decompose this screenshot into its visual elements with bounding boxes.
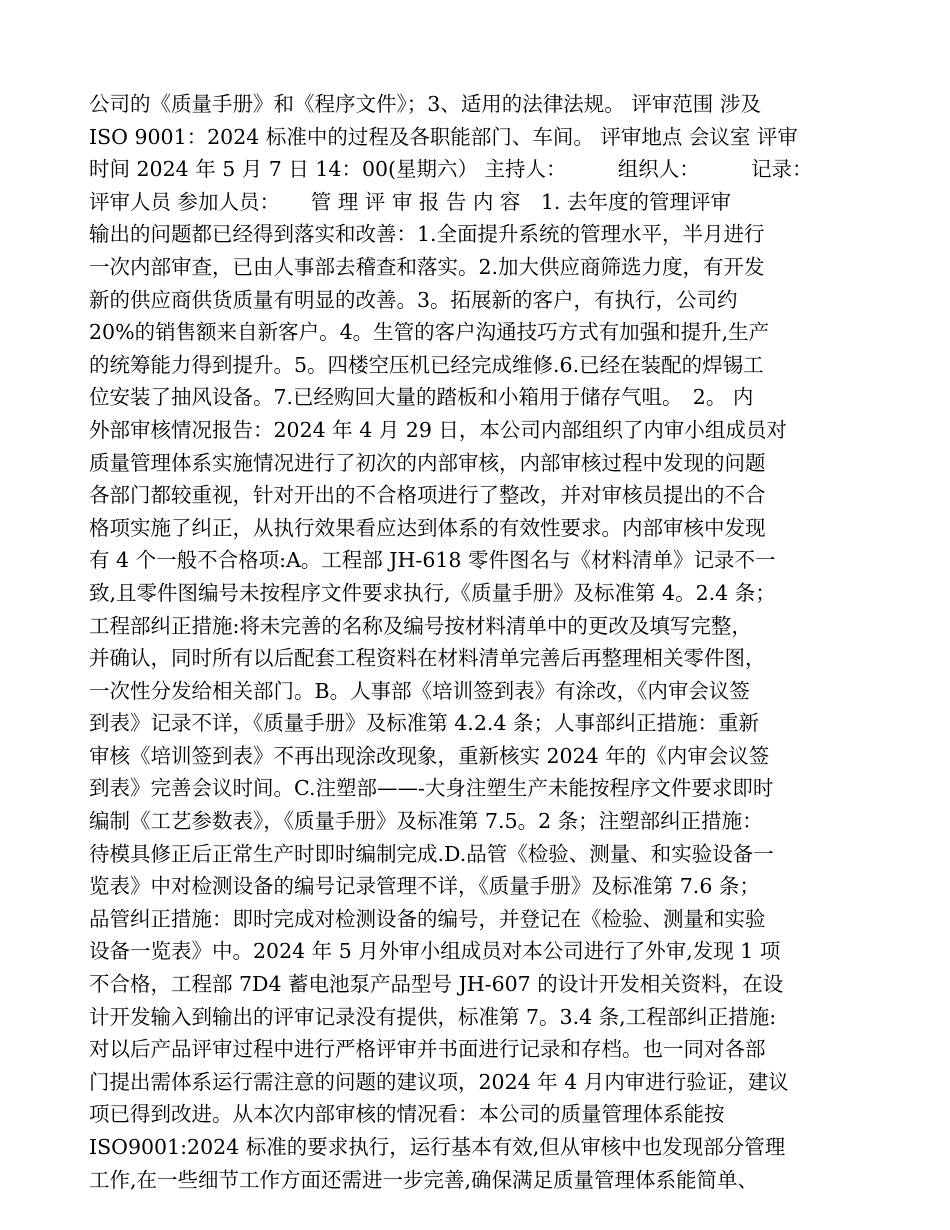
text-line: 览表》中对检测设备的编号记录管理不详，《质量手册》及标准第 7.6 条； xyxy=(89,874,760,899)
text-line: 一次内部审查，已由人事部去稽查和落实。2.加大供应商筛选力度，有开发 xyxy=(89,254,765,279)
text-line: 有 4 个一般不合格项:A。工程部 JH-618 零件图名与《材料清单》记录不一 xyxy=(89,548,776,573)
text-line: 致,且零件图编号未按程序文件要求执行,《质量手册》及标准第 4。2.4 条； xyxy=(89,580,776,605)
text-line: 设备一览表》中。2024 年 5 月外审小组成员对本公司进行了外审,发现 1 项 xyxy=(89,939,781,964)
text-line: 项已得到改进。从本次内部审核的情况看：本公司的质量管理体系能按 xyxy=(89,1102,725,1127)
text-line: 工程部纠正措施:将未完善的名称及编号按材料清单中的更改及填写完整， xyxy=(89,613,752,638)
text-line: 公司的《质量手册》和《程序文件》；3、适用的法律法规。 评审范围 涉及 xyxy=(89,92,761,116)
text-line: 工作,在一些细节工作方面还需进一步完善,确保满足质量管理体系能简单、 xyxy=(89,1167,759,1192)
text-line: 输出的问题都已经得到落实和改善：1.全面提升系统的管理水平，半月进行 xyxy=(89,222,765,247)
text-line: 计开发输入到输出的评审记录没有提供，标准第 7。3.4 条,工程部纠正措施: xyxy=(89,1004,777,1029)
text-line: 并确认，同时所有以后配套工程资料在材料清单完善后再整理相关零件图， xyxy=(89,646,766,671)
text-line: 时间 2024 年 5 月 7 日 14：00(星期六） 主持人： 组织人： 记录： xyxy=(89,157,813,182)
text-line: 各部门都较重视，针对开出的不合格项进行了整改，并对审核员提出的不合 xyxy=(89,483,766,508)
text-line: 新的供应商供货质量有明显的改善。3。拓展新的客户，有执行，公司约 xyxy=(89,287,738,312)
text-line: 不合格，工程部 7D4 蓄电池泵产品型号 JH-607 的设计开发相关资料，在设 xyxy=(89,972,784,997)
text-line: 编制《工艺参数表》，《质量手册》及标准第 7.5。2 条；注塑部纠正措施： xyxy=(89,809,763,834)
body-text xyxy=(89,88,869,1196)
text-line: 对以后产品评审过程中进行严格评审并书面进行记录和存档。也一同对各部 xyxy=(89,1037,766,1062)
text-line: 门提出需体系运行需注意的问题的建议项，2024 年 4 月内审进行验证，建议 xyxy=(89,1069,789,1094)
text-line: 评审人员 参加人员： 管 理 评 审 报 告 内 容 1. 去年度的管理评审 xyxy=(89,189,731,214)
text-line: ISO 9001：2024 标准中的过程及各职能部门、车间。 评审地点 会议室 评审 xyxy=(89,124,798,149)
text-line: 到表》完善会议时间。C.注塑部——-大身注塑生产未能按程序文件要求即时 xyxy=(89,776,774,801)
text-line: 格项实施了纠正，从执行效果看应达到体系的有效性要求。内部审核中发现 xyxy=(89,515,766,540)
text-line: 20%的销售额来自新客户。4。生管的客户沟通技巧方式有加强和提升,生产 xyxy=(89,320,770,345)
text-line: 审核《培训签到表》不再出现涂改现象，重新核实 2024 年的《内审会议签 xyxy=(89,743,770,768)
text-line: 外部审核情况报告：2024 年 4 月 29 日，本公司内部组织了内审小组成员对 xyxy=(89,417,787,442)
text-line: 质量管理体系实施情况进行了初次的内部审核，内部审核过程中发现的问题 xyxy=(89,450,766,475)
text-line: 待模具修正后正常生产时即时编制完成.D.品管《检验、测量、和实验设备一 xyxy=(89,841,774,866)
text-line: 的统筹能力得到提升。5。四楼空压机已经完成维修.6.已经在装配的焊锡工 xyxy=(89,352,764,377)
text-line: 品管纠正措施：即时完成对检测设备的编号，并登记在《检验、测量和实验 xyxy=(89,906,766,931)
text-line: 到表》记录不详，《质量手册》及标准第 4.2.4 条；人事部纠正措施：重新 xyxy=(89,711,759,736)
text-line: 一次性分发给相关部门。B。人事部《培训签到表》有涂改，《内审会议签 xyxy=(89,678,750,703)
text-line: 位安装了抽风设备。7.已经购回大量的踏板和小箱用于储存气咀。 2。 内 xyxy=(89,385,754,410)
text-line: ISO9001:2024 标准的要求执行，运行基本有效,但从审核中也发现部分管理 xyxy=(89,1135,786,1159)
